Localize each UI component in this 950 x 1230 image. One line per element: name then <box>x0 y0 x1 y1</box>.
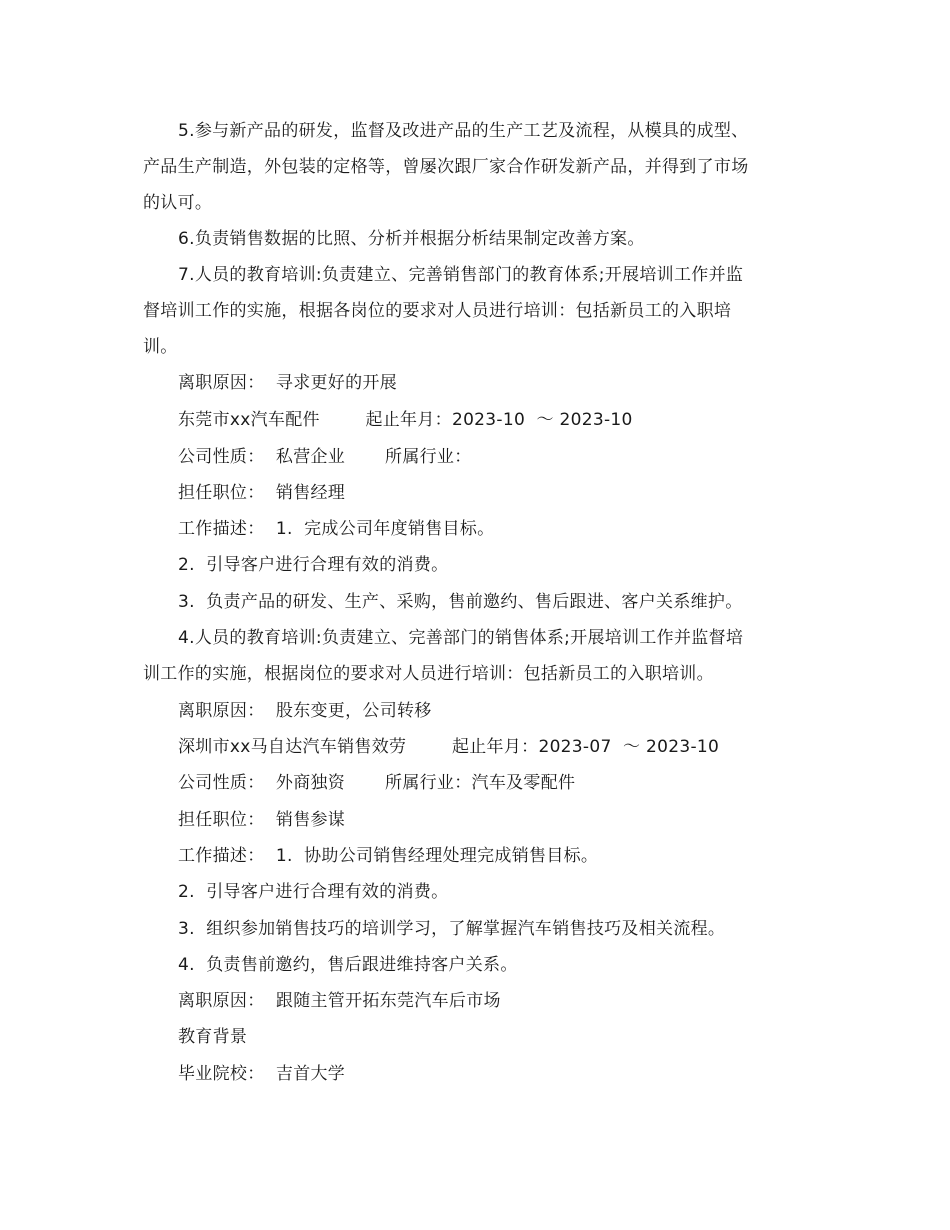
text-line: 担任职位： 销售经理 <box>178 483 346 503</box>
text-line: 3. 负责产品的研发、生产、采购，售前邀约、售后跟进、客户关系维护。 <box>178 592 743 612</box>
text-line: 督培训工作的实施，根据各岗位的要求对人员进行培训：包括新员工的入职培 <box>143 301 732 321</box>
text-line: 离职原因： 寻求更好的开展 <box>178 373 398 393</box>
text-line: 担任职位： 销售参谋 <box>178 810 346 830</box>
text-line: 公司性质： 私营企业 所属行业： <box>178 447 472 467</box>
text-line: 离职原因： 跟随主管开拓东莞汽车后市场 <box>178 991 501 1011</box>
text-line: 2. 引导客户进行合理有效的消费。 <box>178 882 449 902</box>
section-heading: 教育背景 <box>178 1027 248 1047</box>
text-line: 离职原因： 股东变更，公司转移 <box>178 701 432 721</box>
text-line: 训工作的实施，根据岗位的要求对人员进行培训：包括新员工的入职培训。 <box>143 664 714 684</box>
text-line: 东莞市xx汽车配件 起止年月：2023-10 ～ 2023-10 <box>178 410 633 430</box>
text-line: 毕业院校： 吉首大学 <box>178 1064 346 1084</box>
text-line: 的认可。 <box>143 193 213 213</box>
text-line: 5.参与新产品的研发，监督及改进产品的生产工艺及流程，从模具的成型、 <box>178 121 749 141</box>
text-line: 4.人员的教育培训:负责建立、完善部门的销售体系;开展培训工作并监督培 <box>178 628 744 648</box>
text-line: 深圳市xx马自达汽车销售效劳 起止年月：2023-07 ～ 2023-10 <box>178 737 720 757</box>
text-line: 7.人员的教育培训:负责建立、完善销售部门的教育体系;开展培训工作并监 <box>178 265 744 285</box>
text-line: 训。 <box>143 337 178 357</box>
text-line: 3. 组织参加销售技巧的培训学习，了解掌握汽车销售技巧及相关流程。 <box>178 919 726 939</box>
text-line: 工作描述： 1. 完成公司年度销售目标。 <box>178 519 495 539</box>
text-line: 工作描述： 1. 协助公司销售经理处理完成销售目标。 <box>178 846 599 866</box>
text-line: 6.负责销售数据的比照、分析并根据分析结果制定改善方案。 <box>178 229 645 249</box>
text-line: 公司性质： 外商独资 所属行业：汽车及零配件 <box>178 773 576 793</box>
text-line: 4. 负责售前邀约，售后跟进维持客户关系。 <box>178 955 518 975</box>
text-line: 产品生产制造，外包装的定格等，曾屡次跟厂家合作研发新产品，并得到了市场 <box>143 157 749 177</box>
text-line: 2. 引导客户进行合理有效的消费。 <box>178 555 449 575</box>
